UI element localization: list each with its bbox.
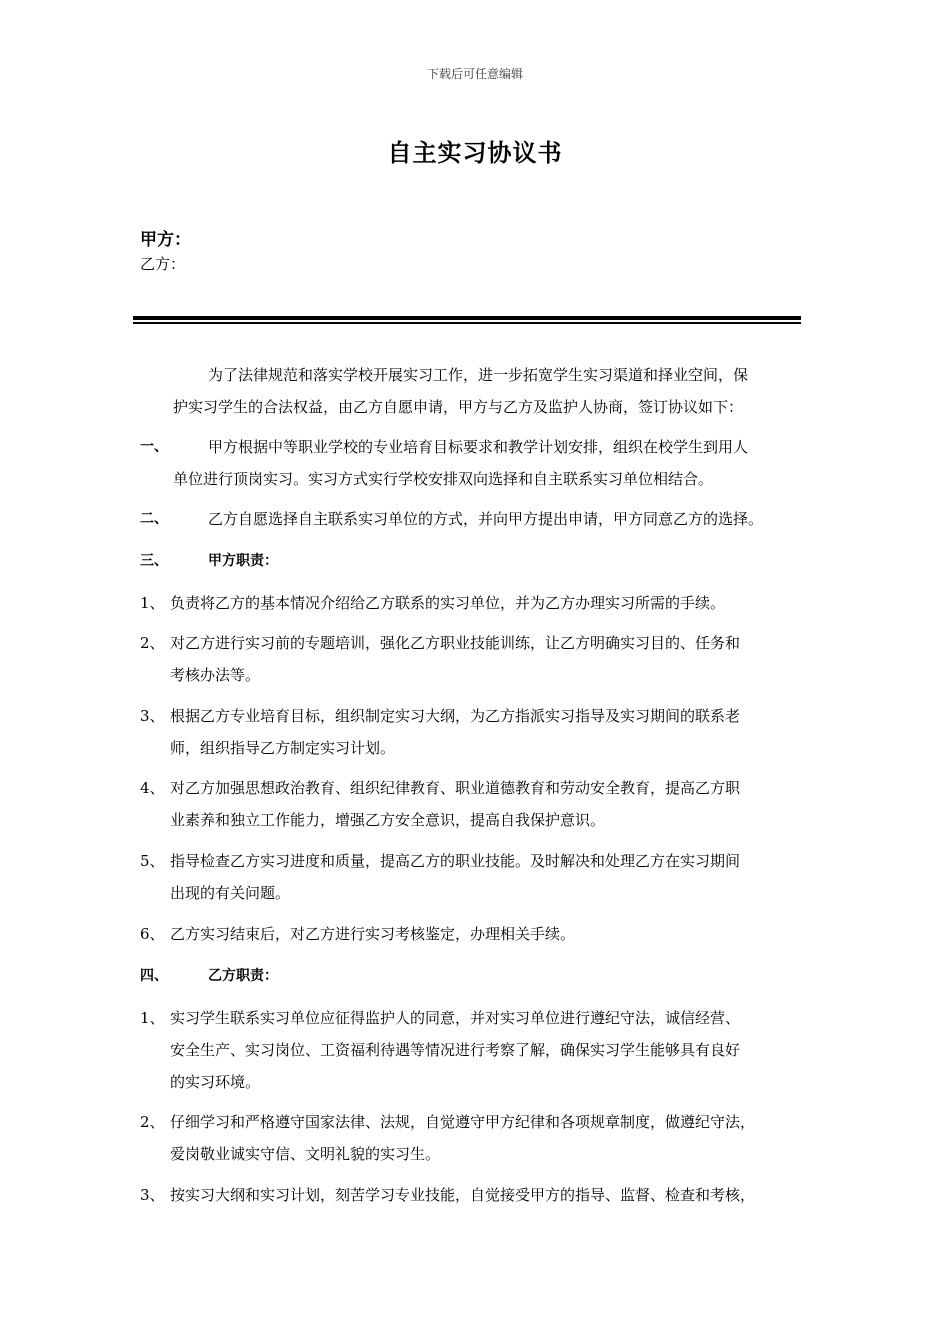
duty-line: 根据乙方专业培育目标，组织制定实习大纲，为乙方指派实习指导及实习期间的联系老 [170,707,741,725]
duty-item [140,1002,830,1098]
duty-line: 考核办法等。 [170,666,261,684]
section-number: 一、 [140,439,168,455]
duty-item [140,1106,830,1170]
duty-item [140,918,830,950]
section-number: 二、 [140,511,168,527]
duty-number: 1、 [140,594,165,612]
duty-line: 指导检查乙方实习进度和质量，提高乙方的职业技能。及时解决和处理乙方在实习期间 [170,852,741,870]
intro-line: 护实习学生的合法权益，由乙方自愿申请，甲方与乙方及监护人协商，签订协议如下： [173,398,744,416]
duty-line: 出现的有关问题。 [170,884,291,902]
duty-line: 按实习大纲和实习计划，刻苦学习专业技能，自觉接受甲方的指导、监督、检查和考核， [170,1186,756,1204]
duty-line: 仔细学习和严格遵守国家法律、法规，自觉遵守甲方纪律和各项规章制度，做遵纪守法， [170,1113,756,1131]
duty-number: 1、 [140,1009,165,1027]
duty-line: 负责将乙方的基本情况介绍给乙方联系的实习单位，并为乙方办理实习所需的手续。 [170,594,726,612]
duty-line: 业素养和独立工作能力，增强乙方安全意识，提高自我保护意识。 [170,811,606,829]
divider-thin [133,322,801,324]
divider-thick [133,316,801,320]
duty-number: 6、 [140,925,165,943]
section-line: 乙方自愿选择自主联系实习单位的方式，并向甲方提出申请，甲方同意乙方的选择。 [208,510,764,528]
duty-item [140,1179,830,1211]
duty-line: 师，组织指导乙方制定实习计划。 [170,739,396,757]
duty-line: 实习学生联系实习单位应征得监护人的同意，并对实习单位进行遵纪守法，诚信经营、 [170,1009,741,1027]
duty-line: 对乙方加强思想政治教育、组织纪律教育、职业道德教育和劳动安全教育，提高乙方职 [170,779,741,797]
section-2 [140,503,830,535]
duty-number: 3、 [140,707,165,725]
section-heading: 乙方职责： [208,968,278,984]
duty-item [140,845,830,909]
intro-paragraph [140,359,830,423]
duty-line: 安全生产、实习岗位、工资福利待遇等情况进行考察了解，确保实习学生能够具有良好 [170,1041,741,1059]
duty-item [140,700,830,764]
duty-number: 5、 [140,852,165,870]
section-1 [140,431,830,495]
section-heading: 甲方职责： [208,553,278,569]
duty-line: 乙方实习结束后，对乙方进行实习考核鉴定，办理相关手续。 [170,925,576,943]
duty-number: 2、 [140,634,165,652]
duty-item [140,772,830,836]
party-a-label: 甲方： [140,230,191,250]
duty-line: 爱岗敬业诚实守信、文明礼貌的实习生。 [170,1145,441,1163]
duty-item [140,587,830,619]
section-line: 甲方根据中等职业学校的专业培育目标要求和教学计划安排，组织在校学生到用人 [208,438,749,456]
intro-line: 为了法律规范和落实学校开展实习工作，进一步拓宽学生实习渠道和择业空间，保 [208,366,749,384]
section-number: 四、 [140,968,168,984]
header-note: 下载后可任意编辑 [426,67,523,81]
party-b-label: 乙方： [140,255,186,273]
duty-line: 对乙方进行实习前的专题培训，强化乙方职业技能训练，让乙方明确实习目的、任务和 [170,634,741,652]
section-line: 单位进行顶岗实习。实习方式实行学校安排双向选择和自主联系实习单位相结合。 [173,470,714,488]
duty-number: 2、 [140,1113,165,1131]
duty-number: 4、 [140,779,165,797]
section-number: 三、 [140,553,168,569]
duty-line: 的实习环境。 [170,1073,261,1091]
duty-item [140,627,830,691]
duty-number: 3、 [140,1186,165,1204]
document-title: 自主实习协议书 [387,139,563,167]
